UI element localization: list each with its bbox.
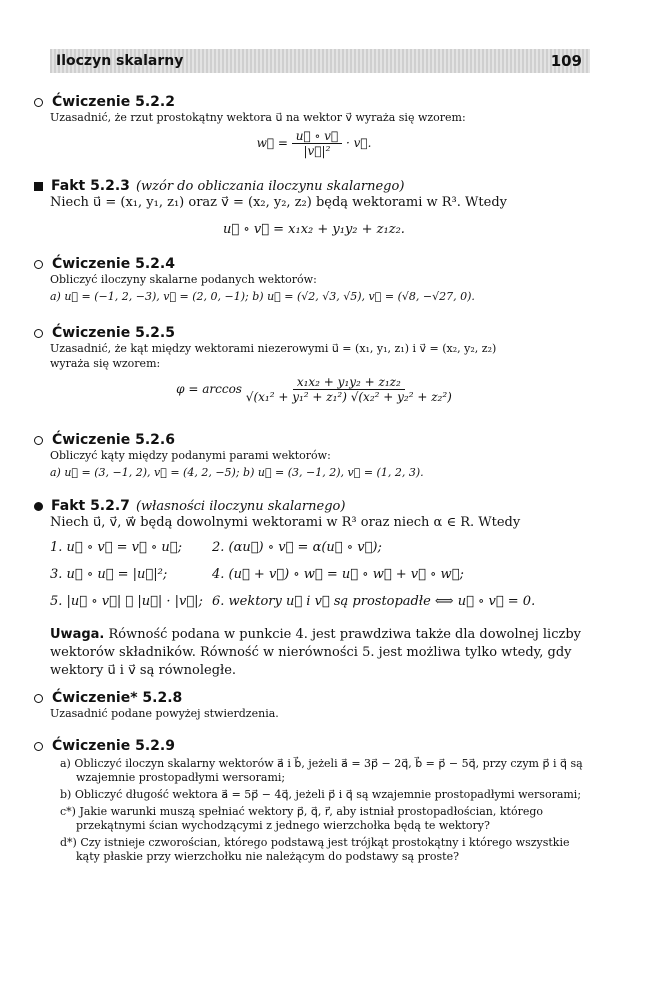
property-5: 5. |u⃗ ∘ v⃗| ⩽ |u⃗| · |v⃗|; bbox=[50, 594, 203, 609]
note-label: Uwaga. bbox=[50, 627, 105, 642]
exercise-items: a) u⃗ = (3, −1, 2), v⃗ = (4, 2, −5); b) u⃗ = (3, −1, 2), v⃗ = (1, 2, 3). bbox=[50, 466, 424, 479]
fakt-5-2-3 bbox=[34, 178, 594, 237]
item-b: b) Obliczyć długość wektora a⃗ = 5p⃗ − 4q⃗, jeżeli p⃗ i q⃗ są wzajemnie prostopadłymi wersorami; bbox=[60, 788, 582, 801]
exercise-text: Uzasadnić, że rzut prostokątny wektora u⃗ na wektor v⃗ wyraża się wzorem: bbox=[50, 111, 466, 124]
exercise-text-line2: wyraża się wzorem: bbox=[50, 357, 161, 370]
formula-denominator: √(x₁² + y₁² + z₁²) √(x₂² + y₂² + z₂²) bbox=[245, 390, 452, 404]
exercise-5-2-4 bbox=[34, 256, 594, 304]
header-title: Iloczyn skalarny bbox=[56, 53, 184, 69]
exercise-title: Ćwiczenie* 5.2.8 bbox=[52, 690, 183, 706]
formula-numerator: x₁x₂ + y₁y₂ + z₁z₂ bbox=[293, 375, 405, 390]
circle-marker-icon bbox=[34, 329, 43, 338]
fact-subtitle: (wzór do obliczania iloczynu skalarnego) bbox=[135, 178, 405, 194]
fact-text: Niech u⃗, v⃗, w⃗ będą dowolnymi wektorami w R³ oraz niech α ∈ R. Wtedy bbox=[50, 515, 521, 530]
exercise-5-2-6 bbox=[34, 432, 594, 480]
circle-marker-icon bbox=[34, 260, 43, 269]
running-header bbox=[50, 49, 590, 73]
page-number: 109 bbox=[550, 52, 582, 70]
formula-numerator: u⃗ ∘ v⃗ bbox=[292, 129, 342, 144]
item-a: a) Obliczyć iloczyn skalarny wektorów a⃗ i b⃗, jeżeli a⃗ = 3p⃗ − 2q⃗, b⃗ = p⃗ − 5q⃗, przy czym p⃗ i q⃗ są wzajemnie prostopadłymi wersorami; bbox=[60, 757, 583, 784]
formula-denominator: |v⃗|² bbox=[303, 144, 331, 158]
property-2: 2. (αu⃗) ∘ v⃗ = α(u⃗ ∘ v⃗); bbox=[212, 540, 382, 555]
exercise-text-line1: Uzasadnić, że kąt między wektorami niezerowymi u⃗ = (x₁, y₁, z₁) i v⃗ = (x₂, y₂, z₂) bbox=[50, 342, 497, 355]
exercise-text: Uzasadnić podane powyżej stwierdzenia. bbox=[50, 707, 279, 720]
property-4: 4. (u⃗ + v⃗) ∘ w⃗ = u⃗ ∘ w⃗ + v⃗ ∘ w⃗; bbox=[212, 567, 464, 582]
exercise-5-2-8 bbox=[34, 690, 594, 721]
formula bbox=[34, 375, 594, 404]
formula-rhs: · v⃗. bbox=[345, 136, 372, 150]
fact-text: Niech u⃗ = (x₁, y₁, z₁) oraz v⃗ = (x₂, y₂, z₂) będą wektorami w R³. Wtedy bbox=[50, 195, 507, 210]
square-marker-icon bbox=[34, 182, 43, 191]
dot-marker-icon bbox=[34, 502, 43, 511]
exercise-text: Obliczyć iloczyny skalarne podanych wektorów: bbox=[50, 273, 317, 286]
exercise-title: Ćwiczenie 5.2.5 bbox=[52, 325, 175, 341]
exercise-items: a) u⃗ = (−1, 2, −3), v⃗ = (2, 0, −1); b) u⃗ = (√2, √3, √5), v⃗ = (√8, −√27, 0). bbox=[50, 290, 475, 303]
property-1: 1. u⃗ ∘ v⃗ = v⃗ ∘ u⃗; bbox=[50, 540, 182, 555]
circle-marker-icon bbox=[34, 98, 43, 107]
formula bbox=[34, 129, 594, 158]
exercise-title: Ćwiczenie 5.2.9 bbox=[52, 738, 175, 754]
exercise-title: Ćwiczenie 5.2.6 bbox=[52, 432, 175, 448]
uwaga-note bbox=[34, 626, 594, 680]
exercise-text: Obliczyć kąty między podanymi parami wektorów: bbox=[50, 449, 331, 462]
circle-marker-icon bbox=[34, 694, 43, 703]
note-text: Równość podana w punkcie 4. jest prawdziwa także dla dowolnej liczby wektorów składników. Równość w nierówności 5. jest możliwa tylko wtedy, gdy wektory u⃗ i v⃗ są równoległe. bbox=[50, 627, 582, 678]
formula: u⃗ ∘ v⃗ = x₁x₂ + y₁y₂ + z₁z₂. bbox=[223, 222, 405, 237]
exercise-5-2-5 bbox=[34, 325, 594, 404]
property-6: 6. wektory u⃗ i v⃗ są prostopadłe ⟺ u⃗ ∘ v⃗ = 0. bbox=[212, 594, 536, 609]
item-d: d*) Czy istnieje czworościan, którego podstawą jest trójkąt prostokątny i którego wszystkie kąty płaskie przy wierzchołku nie należącym do podstawy są proste? bbox=[60, 836, 570, 863]
circle-marker-icon bbox=[34, 436, 43, 445]
fact-subtitle: (własności iloczynu skalarnego) bbox=[135, 498, 346, 514]
property-3: 3. u⃗ ∘ u⃗ = |u⃗|²; bbox=[50, 567, 168, 582]
fact-title: Fakt 5.2.3 bbox=[51, 178, 130, 194]
exercise-5-2-2 bbox=[34, 94, 594, 158]
circle-marker-icon bbox=[34, 742, 43, 751]
formula-lhs: φ = arccos bbox=[176, 382, 242, 396]
item-c: c*) Jakie warunki muszą spełniać wektory p⃗, q⃗, r⃗, aby istniał prostopadłościan, którego przekątnymi ścian wychodzącymi z jednego wierzchołka będą te wektory? bbox=[60, 805, 544, 832]
exercise-title: Ćwiczenie 5.2.4 bbox=[52, 256, 175, 272]
exercise-title: Ćwiczenie 5.2.2 bbox=[52, 94, 175, 110]
fact-title: Fakt 5.2.7 bbox=[51, 498, 130, 514]
fakt-5-2-7 bbox=[34, 498, 594, 613]
formula-lhs: w⃗ = bbox=[256, 136, 288, 150]
exercise-5-2-9 bbox=[34, 738, 594, 864]
